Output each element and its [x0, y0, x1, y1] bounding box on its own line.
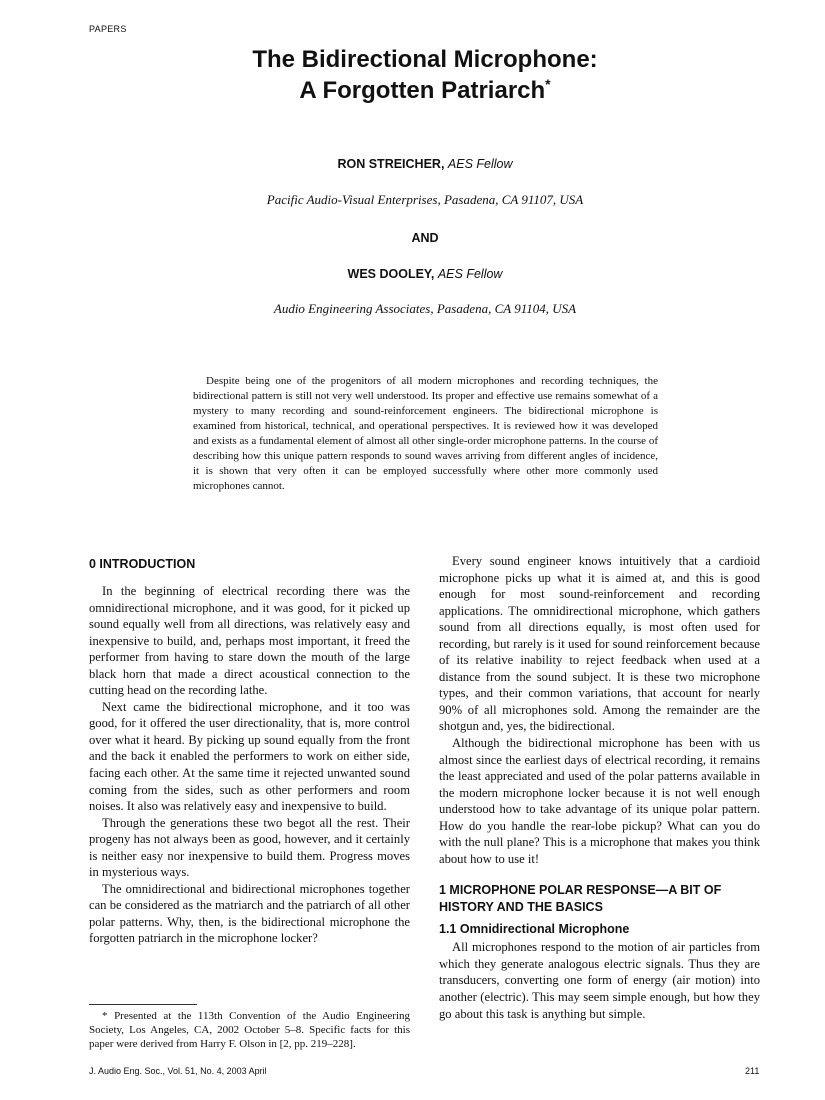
section-0-heading: 0 INTRODUCTION — [89, 557, 196, 571]
section-1-heading: 1 MICROPHONE POLAR RESPONSE—A BIT OF HISTORY AND THE BASICS — [439, 883, 722, 915]
page-number: 211 — [745, 1066, 760, 1076]
author-2-name: WES DOOLEY, — [347, 267, 435, 281]
and-label-text: AND — [411, 231, 439, 245]
title-line-2: A Forgotten Patriarch — [299, 77, 546, 104]
paragraph: Through the generations these two begot all the rest. Their progeny has not always been as good, however, and it certainly is neither easy nor inexpensive to build them. Progress moves in mysterious ways. — [89, 815, 410, 880]
abstract: Despite being one of the progenitors of all modern microphones and recording techniques, the bidirectional pattern is still not very well understood. Its proper and effective use remains somewhat of a mystery to many recording and sound-reinforcement engineers. The bidirectional microphone is examined from historical, technical, and operational perspectives. It is reviewed how it was developed and exists as a fundamental element of almost all other single-order microphone patterns. In the course of describing how this unique pattern responds to sound waves arriving from different angles of incidence, it is shown that very often it can be employed successfully where other more commonly used microphones cannot. — [193, 375, 658, 492]
paragraph: Next came the bidirectional microphone, and it too was good, for it offered the user directionality, that is, more control over what it heard. By picking up sound equally from the front and the back it enabled the performers to work on either side, facing each other. At the same time it rejected unwanted sound coming from the sides, such as other performers and room noises. It also was relatively easy and inexpensive to build. — [89, 699, 410, 814]
and-label — [0, 231, 825, 245]
right-column — [439, 553, 760, 1022]
author-2-affiliation: Audio Engineering Associates, Pasadena, CA 91104, USA — [273, 301, 577, 316]
paragraph: The omnidirectional and bidirectional microphones together can be considered as the matriarch and the patriarch of all other polar patterns. Why, then, is the bidirectional microphone the forgotten patriarch in the microphone locker? — [89, 881, 410, 946]
footnote: * Presented at the 113th Convention of the Audio Engineering Society, Los Angeles, CA, 2002 October 5–8. Specific facts for this paper were derived from Harry F. Olson in [2, pp. 219–228]. — [89, 1010, 410, 1050]
paragraph: In the beginning of electrical recording there was the omnidirectional microphone, and it was good, for it picked up sound equally well from all directions, was relatively easy and inexpensive to build, and, perhaps most important, it freed the performer from having to stare down the mouth of the large black horn that made a direct acoustical connection to the cutting head on the recording lathe. — [89, 584, 410, 698]
paragraph: Although the bidirectional microphone has been with us almost since the earliest days of electrical recording, it remains the least appreciated and used of the polar patterns available in the modern microphone locker because it is not well enough understood how to take advantage of its unique polar pattern. How do you handle the rear-lobe pickup? What can you do with the null plane? This is a microphone that makes you think about how to use it! — [439, 736, 760, 866]
title-line-1: The Bidirectional Microphone: — [252, 46, 598, 73]
author-1-role: AES Fellow — [447, 157, 513, 171]
paper-title — [0, 44, 825, 106]
footnote-rule — [89, 1004, 197, 1005]
author-1-affiliation: Pacific Audio-Visual Enterprises, Pasadena, CA 91107, USA — [266, 192, 584, 207]
left-column — [89, 556, 410, 947]
author-2 — [0, 267, 825, 281]
paragraph: All microphones respond to the motion of air particles from which they generate analogous electric signals. Thus they are transducers, converting one form of energy (air motion) into another (electric). This may seem simple enough, but how they go about this task is anything but simple. — [439, 940, 760, 1021]
author-2-role: AES Fellow — [437, 267, 503, 281]
author-1-name: RON STREICHER, — [337, 157, 445, 171]
section-1-1-heading: 1.1 Omnidirectional Microphone — [439, 922, 630, 937]
title-footnote-mark: * — [545, 76, 551, 92]
paragraph: Every sound engineer knows intuitively that a cardioid microphone picks up what it is aimed at, and this is good enough for most sound-reinforcement and recording applications. The omnidirectional microphone, which gathers sound from all directions equally, is most often used for recording, but rarely is it used for sound reinforcement because of its relative inability to reject feedback when used at a distance from the sound subject. It is these two microphone types, and their common variations, that account for nearly 90% of all microphones sold. Among the remainder are the shotgun and, yes, the bidirectional. — [439, 554, 760, 734]
journal-citation: J. Audio Eng. Soc., Vol. 51, No. 4, 2003 April — [89, 1066, 267, 1076]
section-label: PAPERS — [89, 24, 127, 34]
author-1 — [0, 157, 825, 171]
